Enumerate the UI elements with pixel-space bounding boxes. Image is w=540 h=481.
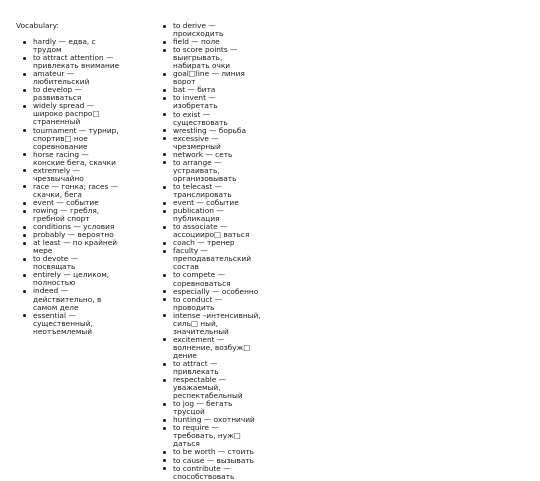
list-item: event — событие xyxy=(23,199,121,207)
list-item: to cause — вызывать xyxy=(163,457,261,465)
list-item: to jog — бегать трусцой xyxy=(163,400,261,416)
list-item: indeed — действительно, в самом деле xyxy=(23,287,121,311)
list-item: to conduct — проводить xyxy=(163,296,261,312)
list-item: goal□line — линия ворот xyxy=(163,70,261,86)
list-item: race — гонка; races — скачки, бега xyxy=(23,183,121,199)
list-item: to invent — изобретать xyxy=(163,94,261,110)
list-item: entirely — целиком, полностью xyxy=(23,271,121,287)
list-item: to associate — ассоцииро□ ваться xyxy=(163,223,261,239)
list-item: excitement — волнение, возбуж□ дение xyxy=(163,336,261,360)
list-item: to attract attention — привлекать внимание xyxy=(23,54,121,70)
list-item: to telecast — транслировать xyxy=(163,183,261,199)
list-item: intense –интенсивный, силь□ ный, значительный xyxy=(163,312,261,336)
list-item: to compete — соревноваться xyxy=(163,271,261,287)
vocabulary-list-right xyxy=(163,22,261,481)
list-item: to score points — выигрывать, набирать очки xyxy=(163,46,261,70)
list-item: essential — существенный, неотъемлемый xyxy=(23,312,121,336)
list-item: coach — тренер xyxy=(163,239,261,247)
list-item: extremely — чрезвычайно xyxy=(23,167,121,183)
list-item: probably — вероятно xyxy=(23,231,121,239)
list-item: field — поле xyxy=(163,38,261,46)
list-item: event — событие xyxy=(163,199,261,207)
vocabulary-list-left xyxy=(23,38,121,336)
list-item: to derive — происходить xyxy=(163,22,261,38)
list-item: to attract — привлекать xyxy=(163,360,261,376)
list-item: widely spread — широко распро□ страненный xyxy=(23,102,121,126)
list-item: especially — особенно xyxy=(163,288,261,296)
list-item: to be worth — стоить xyxy=(163,448,261,456)
list-item: to require — требовать, нуж□ даться xyxy=(163,424,261,448)
list-item: wrestling — борьба xyxy=(163,127,261,135)
list-item: amateur — любительский xyxy=(23,70,121,86)
list-item: hardly — едва, с трудом xyxy=(23,38,121,54)
list-item: to contribute — способствовать xyxy=(163,465,261,481)
list-item: to devote — посвящать xyxy=(23,255,121,271)
list-item: publication — публикация xyxy=(163,207,261,223)
list-item: excessive — чрезмерный xyxy=(163,135,261,151)
list-item: respectable — уважаемый, респектабельный xyxy=(163,376,261,400)
list-item: bat — бита xyxy=(163,86,261,94)
list-item: faculty — преподавательский состав xyxy=(163,247,261,271)
list-item: at least — по крайней мере xyxy=(23,239,121,255)
list-item: to exist — существовать xyxy=(163,111,261,127)
list-item: hunting — охотничий xyxy=(163,416,261,424)
list-item: to arrange — устраивать, организовывать xyxy=(163,159,261,183)
list-item: horse racing — конские бега, скачки xyxy=(23,151,121,167)
list-item: tournament — турнир, спортив□ ное соревнование xyxy=(23,127,121,151)
list-item: conditions — условия xyxy=(23,223,121,231)
list-item: network — сеть xyxy=(163,151,261,159)
list-item: rowing — гребля, гребной спорт xyxy=(23,207,121,223)
vocabulary-heading: Vocabulary: xyxy=(16,21,59,30)
list-item: to develop — развиваться xyxy=(23,86,121,102)
